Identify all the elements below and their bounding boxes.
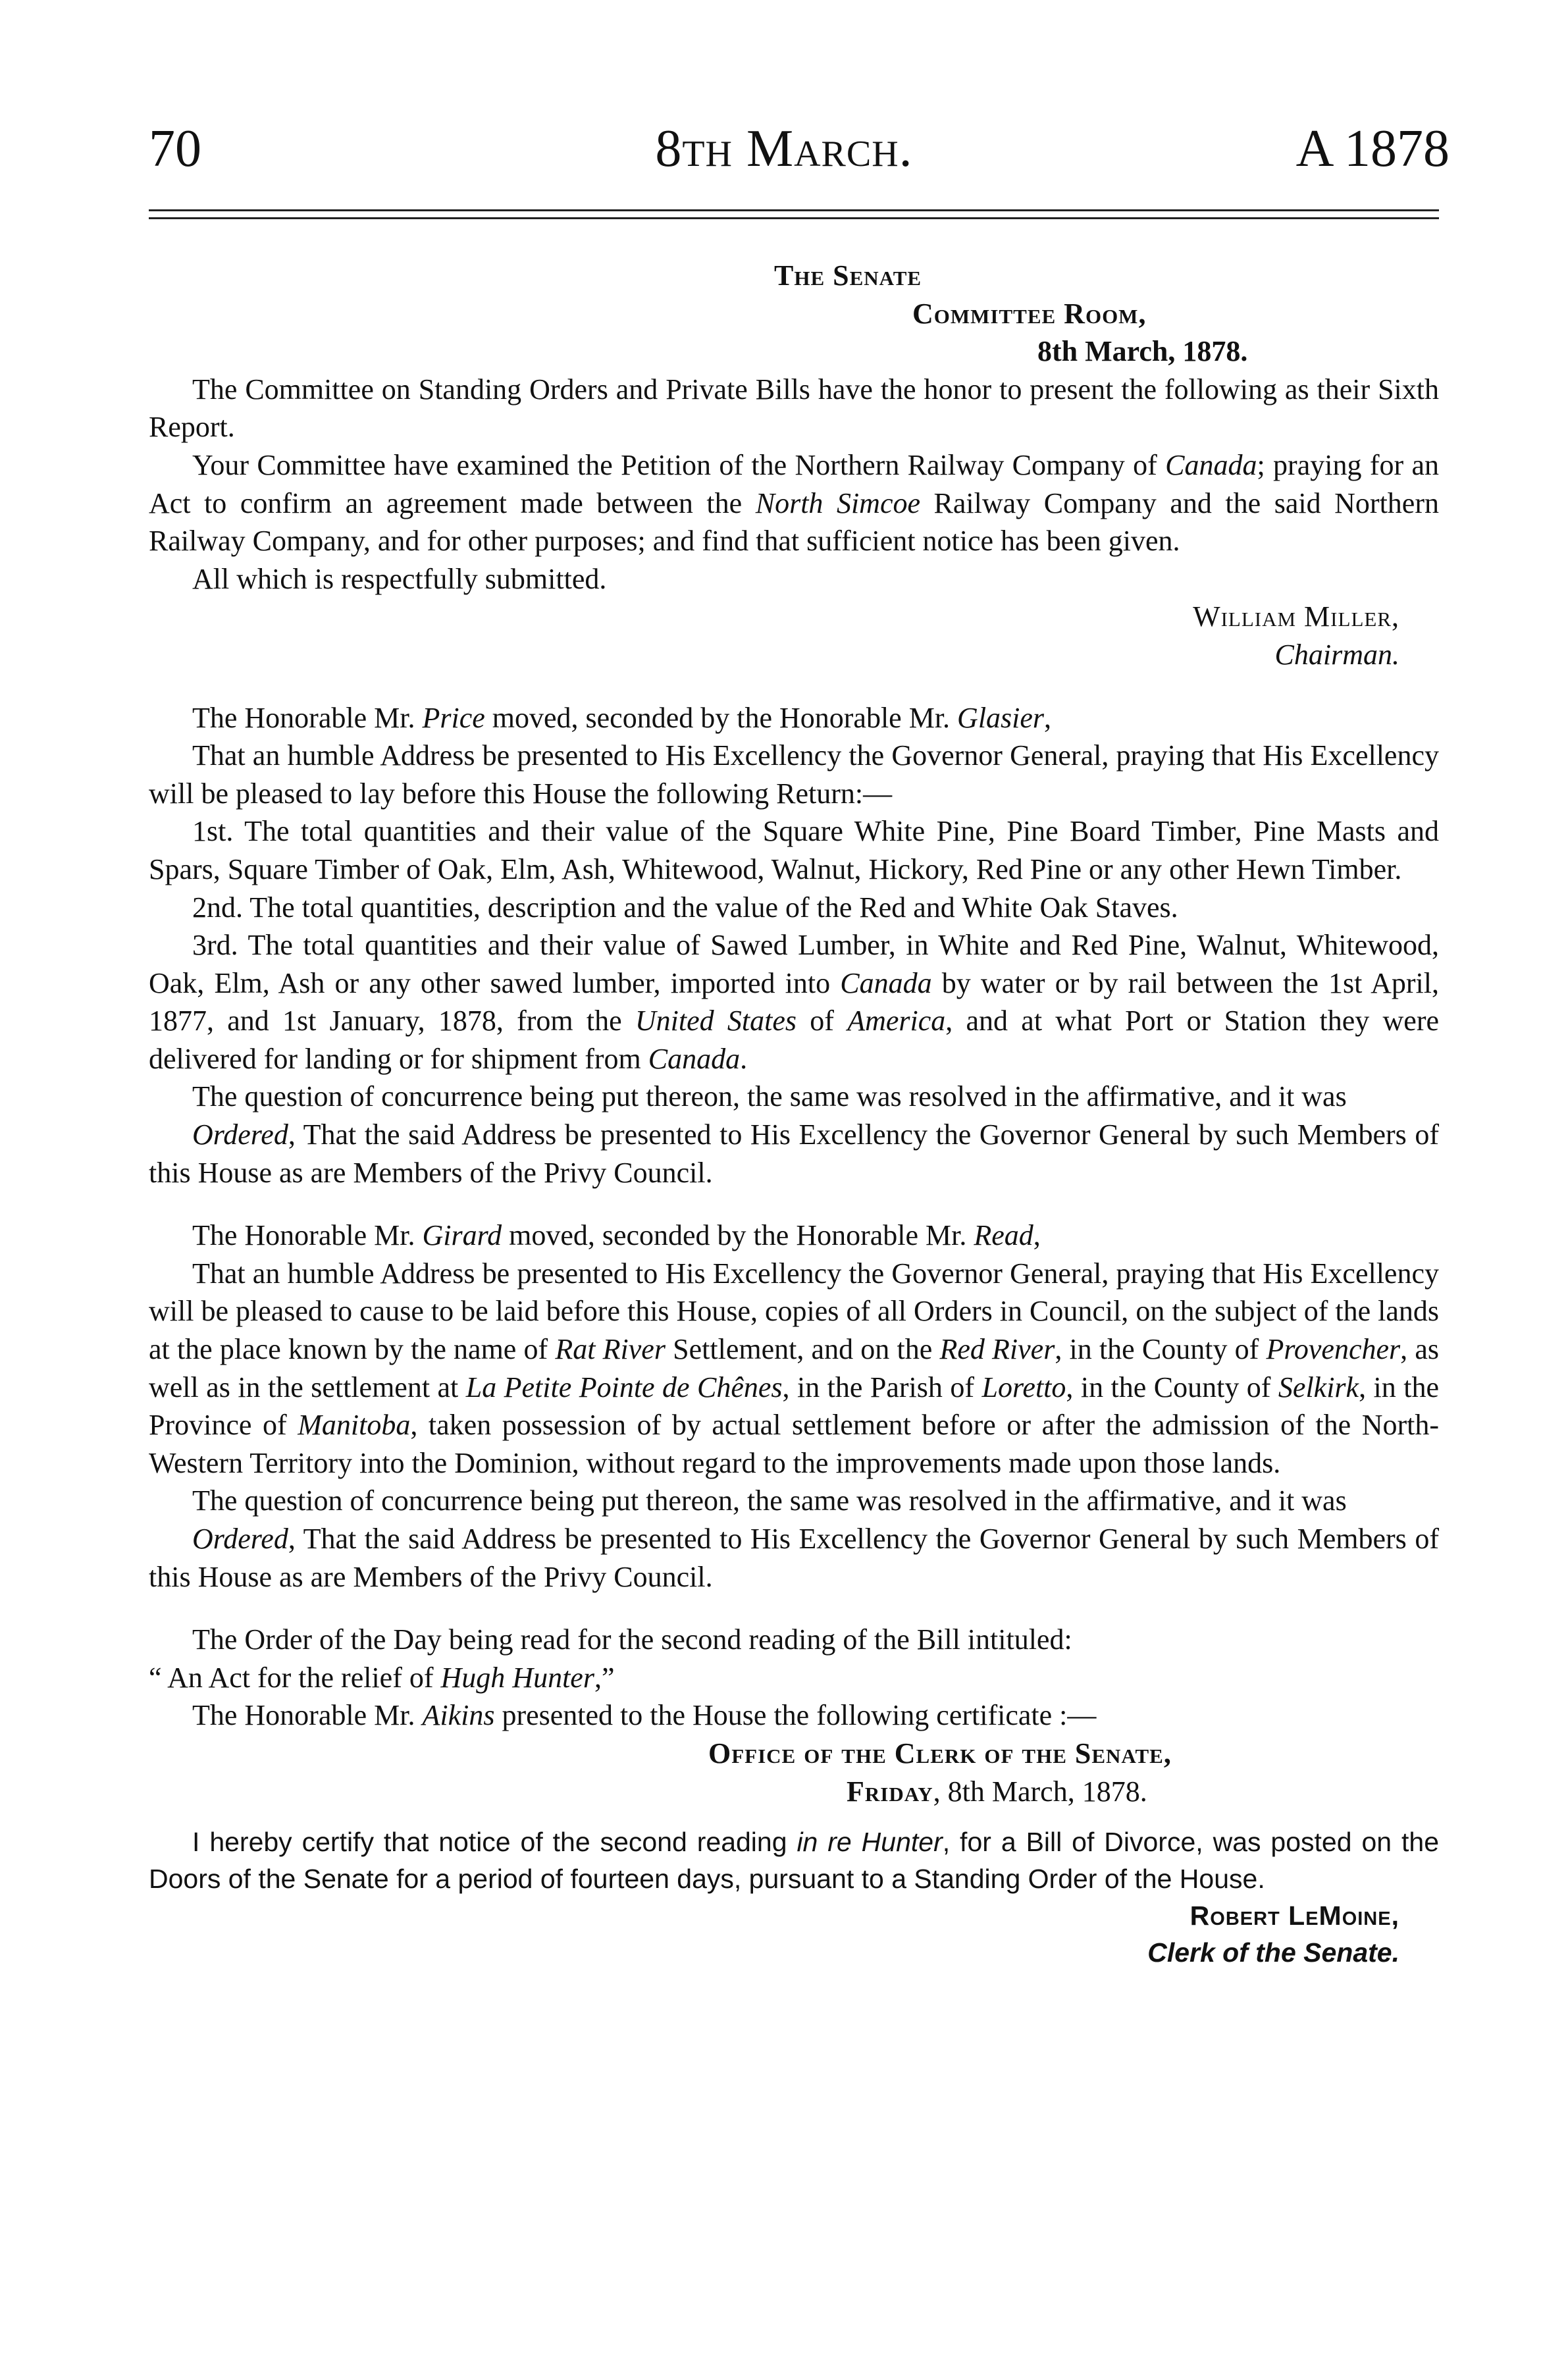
page-number: 70	[149, 120, 201, 178]
report-paragraph: Your Committee have examined the Petition of the Northern Railway Company of Canada; praying for an Act to confirm an agreement made between the North Simcoe Railway Company and the said Northern Railway Company, and for other purposes; and find that sufficient notice has been given.	[149, 448, 1439, 558]
report-heading-date: 8th March, 1878.	[1037, 335, 1248, 368]
motion-paragraph: That an humble Address be presented to His Excellency the Governor General, praying that His Excellency will be pleased to lay before this House the following Return:—	[149, 739, 1439, 810]
report-paragraph: The Committee on Standing Orders and Private Bills have the honor to present the following as their Sixth Report.	[149, 373, 1439, 444]
ordered-paragraph: Ordered, That the said Address be presented to His Excellency the Governor General by such Members of this House as are Members of the Privy Council.	[149, 1523, 1439, 1593]
motion-paragraph: The Honorable Mr. Price moved, seconded by the Honorable Mr. Glasier,	[192, 701, 1052, 734]
ordered-paragraph: Ordered, That the said Address be presented to His Excellency the Governor General by such Members of this House as are Members of the Privy Council.	[149, 1118, 1439, 1189]
certificate-signer-role: Clerk of the Senate.	[1147, 1937, 1399, 1968]
page-header-title: 8th March.	[655, 120, 913, 178]
motion-paragraph: That an humble Address be presented to His Excellency the Governor General, praying that His Excellency will be pleased to cause to be laid before this House, copies of all Orders in Council, on the subject of the lands at the place known by the name of Rat River Settlement, and on the Red River, in the County of Provencher, as well as in the settlement at La Petite Pointe de Chênes, in the Parish of Loretto, in the County of Selkirk, in the Province of Manitoba, taken possession of by actual settlement before or after the admission of the North-Western Territory into the Dominion, without regard to the improvements made upon those lands.	[149, 1257, 1439, 1479]
return-item: 1st. The total quantities and their value of the Square White Pine, Pine Board Timber, Pine Masts and Spars, Square Timber of Oak, Elm, Ash, Whitewood, Walnut, Hickory, Red Pine or any other Hewn Timber.	[149, 815, 1439, 885]
return-item: 3rd. The total quantities and their value of Sawed Lumber, in White and Red Pine, Walnut, Whitewood, Oak, Elm, Ash or any other sawed lumber, imported into Canada by water or by rail between the 1st April, 1877, and 1st January, 1878, from the United States of America, and at what Port or Station they were delivered for landing or for shipment from Canada.	[149, 929, 1439, 1075]
certificate-intro: The Honorable Mr. Aikins presented to the House the following certificate :—	[192, 1699, 1097, 1732]
certificate-signature	[149, 1897, 1439, 1971]
certificate-date: Friday, 8th March, 1878.	[847, 1775, 1147, 1808]
header-rule-lower	[149, 217, 1439, 219]
order-of-day-paragraph: The Order of the Day being read for the second reading of the Bill intituled:	[192, 1623, 1072, 1656]
page-header-year: A 1878	[1295, 120, 1450, 178]
signer-name: William Miller,	[1193, 600, 1399, 633]
certificate-heading	[149, 1735, 1439, 1810]
certificate-signer: Robert LeMoine,	[1189, 1900, 1399, 1931]
signer-role: Chairman.	[1274, 638, 1399, 671]
concurrence-paragraph: The question of concurrence being put thereon, the same was resolved in the affirmative, and it was	[192, 1080, 1347, 1113]
return-item: 2nd. The total quantities, description and the value of the Red and White Oak Staves.	[192, 891, 1178, 924]
report-signature	[149, 598, 1439, 673]
concurrence-paragraph: The question of concurrence being put thereon, the same was resolved in the affirmative, and it was	[192, 1484, 1347, 1517]
certificate-office: Office of the Clerk of the Senate,	[708, 1737, 1172, 1769]
report-heading	[149, 257, 1439, 371]
bill-title: “ An Act for the relief of Hugh Hunter,”	[149, 1661, 615, 1694]
report-heading-line2: Committee Room,	[912, 297, 1147, 330]
certificate-text: I hereby certify that notice of the second reading in re Hunter, for a Bill of Divorce, was posted on the Doors of the Senate for a period of fourteen days, pursuant to a Standing Order of the House.	[149, 1827, 1439, 1895]
report-heading-line1: The Senate	[774, 259, 922, 292]
journal-body	[149, 257, 1439, 1971]
report-paragraph: All which is respectfully submitted.	[192, 562, 607, 595]
certificate-body	[149, 1823, 1439, 1971]
header-rule	[149, 209, 1439, 211]
motion-paragraph: The Honorable Mr. Girard moved, seconded by the Honorable Mr. Read,	[192, 1219, 1041, 1252]
